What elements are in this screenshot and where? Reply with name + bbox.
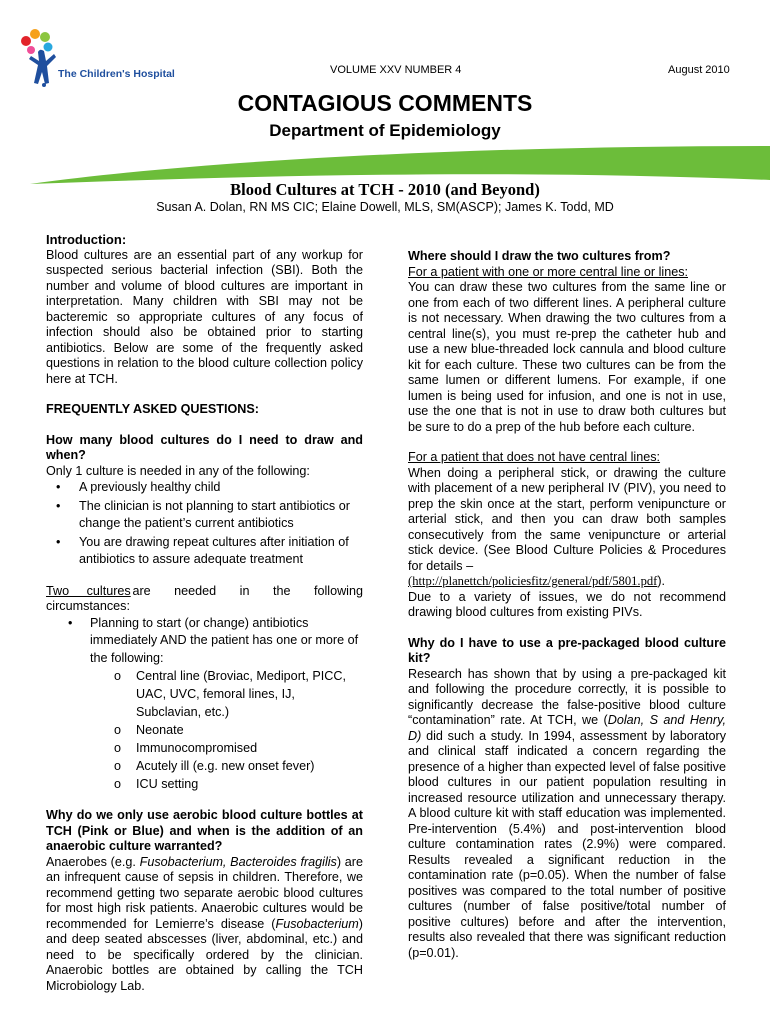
intro-heading: Introduction:	[46, 232, 127, 247]
list-item: o Acutely ill (e.g. new onset fever)	[114, 759, 315, 773]
piv-recommendation: Due to a variety of issues, we do not recommend drawing blood cultures from existing PIVs.	[408, 589, 726, 619]
question-prepackaged-kit: Why do I have to use a pre-packaged blood culture kit?	[408, 635, 726, 665]
question-aerobic-bottles: Why do we only use aerobic blood culture bottles at TCH (Pink or Blue) and when is the addition of an anaerobic culture warranted?	[46, 808, 363, 853]
central-line-paragraph: You can draw these two cultures from the same line or one from each of two different lines. A peripheral culture is not necessary. When drawing the two cultures from a central line(s), you must re-prep the catheter hub and use a new blue-threaded lock cannula and blood culture kit for each culture. These two cultures can be from the same lumen or different lumens. For example, if one lumen is being used for infusion, and one is not in use, use the one that is not in use to draw both cultures but be sure to do a prep of the hub before each culture.	[408, 280, 726, 434]
list-item: • You are drawing repeat cultures after initiation of antibiotics to assure adequate treatment	[56, 534, 349, 566]
no-central-line-paragraph: When doing a peripheral stick, or drawing the culture with placement of a new peripheral IV (PIV), you need to prep the skin once at the start, perform venipuncture or arterial stick, and then you can draw both samples consecutively from the same venipuncture or arterial stick device. (See Blood Culture Policies & Procedures for details –	[408, 465, 726, 573]
list-item: • The clinician is not planning to start antibiotics or change the patient’s current antibiotics	[56, 498, 350, 530]
list-item: o Central line (Broviac, Mediport, PICC, UAC, UVC, femoral lines, IJ, Subclavian, etc.)	[114, 669, 346, 719]
childrens-hospital-logo	[18, 28, 168, 98]
volume-number: VOLUME XXV NUMBER 4	[330, 64, 462, 76]
issue-date: August 2010	[668, 64, 730, 76]
one-culture-lead: Only 1 culture is needed in any of the following:	[46, 463, 310, 478]
newsletter-title: CONTAGIOUS COMMENTS	[237, 90, 533, 116]
no-central-line-heading: For a patient that does not have central lines:	[408, 450, 661, 464]
list-item: o Immunocompromised	[114, 741, 258, 755]
right-column	[408, 249, 726, 961]
article-title: Blood Cultures at TCH - 2010 (and Beyond)	[230, 180, 540, 199]
question-where-draw: Where should I draw the two cultures from?	[408, 249, 671, 263]
one-culture-list	[46, 479, 363, 569]
prepackaged-kit-answer: Research has shown that by using a pre-packaged kit and following the procedure correctly, it is possible to significantly decrease the false-positive blood culture “contamination” rate. At TCH, we (Dolan, S and Henry, D) did such a study. In 1994, assessment by laboratory and clinical staff indicated a concern regarding the presence of a higher than expected level of false positive blood cultures in our patient population resulting in increased resource utilization and unnecessary therapy. A blood culture kit with staff education was implemented. Pre-intervention (5.4%) and post-intervention blood culture contamination rates (2.9%) were compared. Results revealed a significant reduction in the contamination rate (p=0.05). When the number of false positives was compared to the total number of positive cultures (number of false positive/total number of positive cultures) before and after the intervention, results also revealed that there was significant reduction (p=0.01).	[408, 666, 726, 960]
list-item: • A previously healthy child	[56, 480, 221, 494]
list-item: • Planning to start (or change) antibiotics immediately AND the patient has one or more of the following:	[68, 615, 359, 665]
policy-link-line: (http://planettch/policiesfitz/general/pdf/5801.pdf).	[408, 574, 666, 588]
list-item: o Neonate	[114, 723, 184, 737]
two-cultures-sublist	[46, 667, 363, 793]
intro-paragraph: Blood cultures are an essential part of any workup for suspected serious bacterial infection (SBI). Both the number and volume of blood cultures are important in interpretation. Many children with SBI may not be bacteremic so appropriate cultures of any focus of infection should also be obtained prior to starting antibiotics. Below are some of the frequently asked questions in relation to the blood culture collection policy here at TCH.	[46, 247, 363, 386]
list-item: o ICU setting	[114, 777, 199, 791]
two-cultures-list	[46, 615, 363, 668]
department-name: Department of Epidemiology	[269, 121, 501, 140]
central-line-heading: For a patient with one or more central line or lines:	[408, 264, 688, 279]
two-cultures-tail: circumstances:	[46, 599, 130, 613]
policy-link[interactable]: (http://planettch/policiesfitz/general/pdf/5801.pdf	[408, 574, 658, 588]
article-authors: Susan A. Dolan, RN MS CIC; Elaine Dowell, MLS, SM(ASCP); James K. Todd, MD	[156, 200, 614, 214]
question-how-many-cultures: How many blood cultures do I need to draw and when?	[46, 432, 363, 462]
two-cultures-lead: Two cultures are needed in the following	[46, 583, 363, 598]
aerobic-answer: Anaerobes (e.g. Fusobacterium, Bacteroides fragilis) are an infrequent cause of sepsis in children. Therefore, we recommend getting two separate aerobic blood cultures for most high risk patients. Anaerobic cultures would be recommended for Lemierre’s disease (Fusobacterium) and deep seated abscesses (liver, abdominal, etc.) and need to be specifically ordered by the clinician. Anaerobic bottles are obtained by calling the TCH Microbiology Lab.	[46, 854, 363, 993]
left-column	[46, 232, 363, 994]
logo-text: The Children's Hospital	[58, 68, 175, 80]
faq-heading: FREQUENTLY ASKED QUESTIONS:	[46, 402, 259, 416]
